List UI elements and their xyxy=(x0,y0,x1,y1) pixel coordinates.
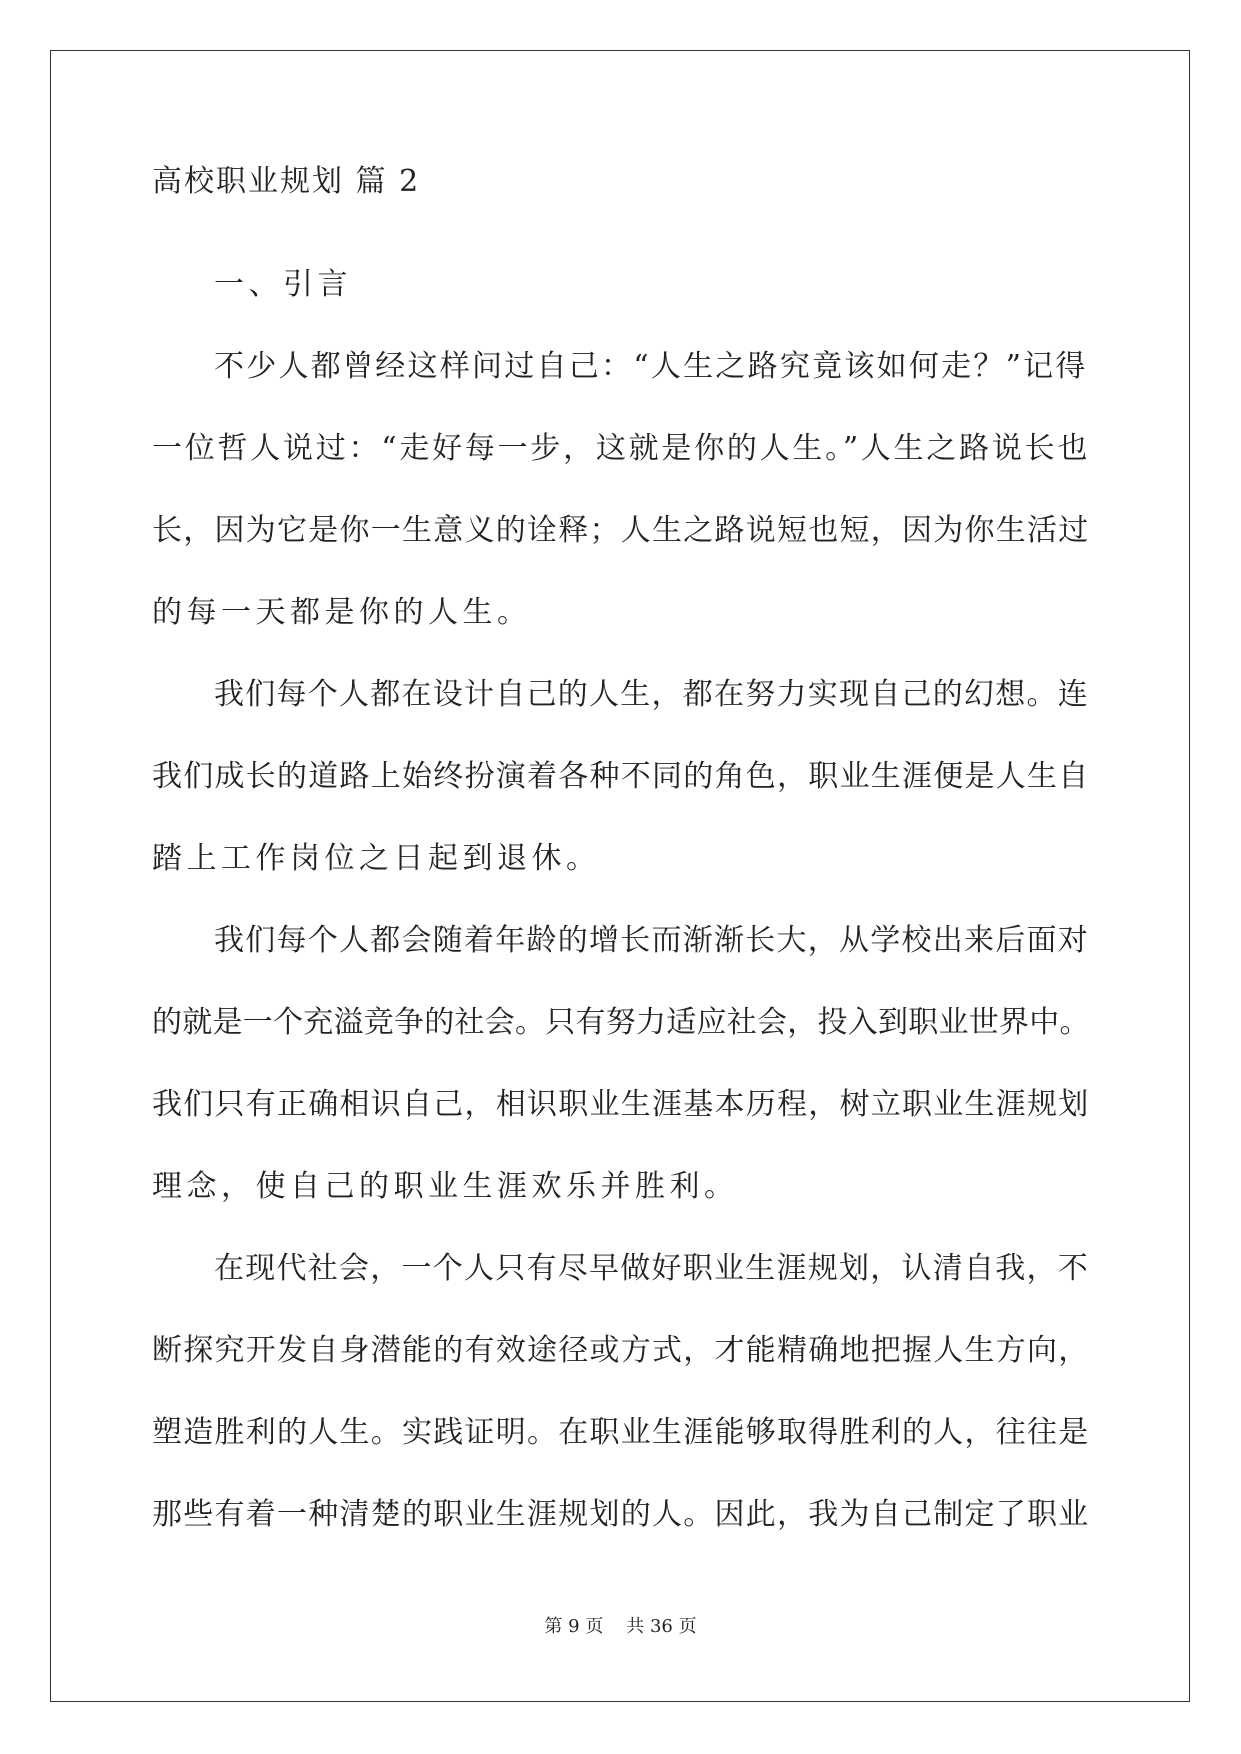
paragraph-line: 塑造胜利的人生。实践证明。在职业生涯能够取得胜利的人，往往是 xyxy=(152,1415,1090,1450)
paragraph-line: 的每一天都是你的人生。 xyxy=(152,595,532,630)
document-body xyxy=(152,162,1092,1556)
paragraph-line: 我们每个人都在设计自己的人生，都在努力实现自己的幻想。连 xyxy=(214,677,1089,712)
paragraph xyxy=(152,326,1092,654)
paragraph-line: 踏上工作岗位之日起到退休。 xyxy=(152,841,601,876)
paragraph-line: 我们成长的道路上始终扮演着各种不同的角色，职业生涯便是人生自 xyxy=(152,759,1090,794)
paragraph xyxy=(152,654,1092,900)
page-footer xyxy=(0,1612,1241,1638)
paragraph-line: 在现代社会，一个人只有尽早做好职业生涯规划，认清自我，不 xyxy=(214,1251,1089,1286)
paragraph-line: 一位哲人说过：“走好每一步，这就是你的人生。”人生之路说长也 xyxy=(152,431,1091,466)
paragraph-line: 我们每个人都会随着年龄的增长而渐渐长大，从学校出来后面对 xyxy=(214,923,1089,958)
page-number: 第 9 页 xyxy=(544,1616,604,1637)
paragraph-line: 我们只有正确相识自己，相识职业生涯基本历程，树立职业生涯规划 xyxy=(152,1087,1090,1122)
paragraph xyxy=(152,1228,1092,1556)
paragraph-line: 理念，使自己的职业生涯欢乐并胜利。 xyxy=(152,1169,739,1204)
paragraph-line: 断探究开发自身潜能的有效途径或方式，才能精确地把握人生方向， xyxy=(152,1333,1090,1368)
paragraph-line: 不少人都曾经这样问过自己：“人生之路究竟该如何走？”记得 xyxy=(214,349,1088,384)
paragraph xyxy=(152,900,1092,1228)
document-title: 高校职业规划 篇 2 xyxy=(152,164,421,199)
paragraph-line: 的就是一个充溢竞争的社会。只有努力适应社会，投入到职业世界中。 xyxy=(152,1005,1090,1040)
paragraph-line: 那些有着一种清楚的职业生涯规划的人。因此，我为自己制定了职业 xyxy=(152,1497,1090,1532)
page-total: 共 36 页 xyxy=(626,1616,697,1637)
section-heading: 一、引言 xyxy=(214,267,352,302)
paragraph-line: 长，因为它是你一生意义的诠释；人生之路说短也短，因为你生活过 xyxy=(152,513,1090,548)
